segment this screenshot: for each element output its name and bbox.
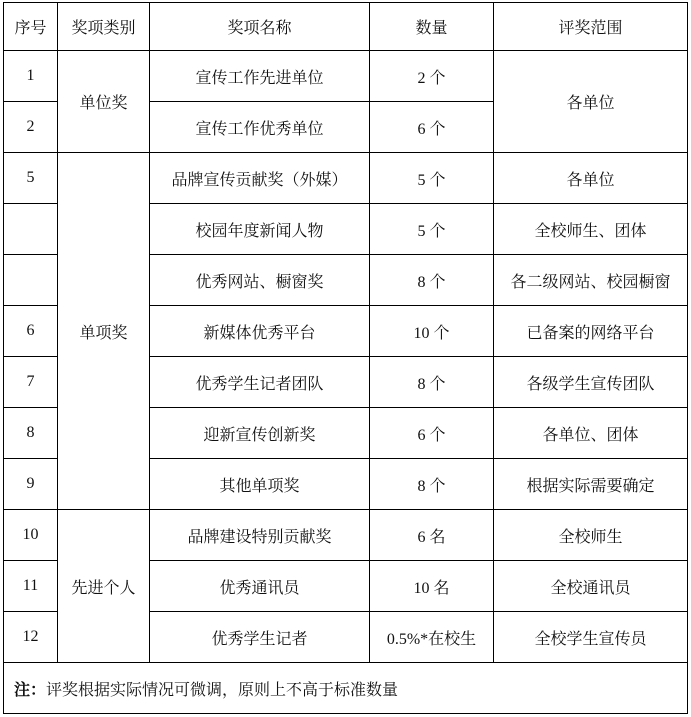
award-name: 校园年度新闻人物 xyxy=(150,204,370,255)
award-name: 迎新宣传创新奖 xyxy=(150,408,370,459)
award-name: 优秀网站、橱窗奖 xyxy=(150,255,370,306)
award-quantity: 5 个 xyxy=(370,153,494,204)
award-quantity: 6 个 xyxy=(370,408,494,459)
header-category: 奖项类别 xyxy=(58,3,150,51)
award-quantity: 10 名 xyxy=(370,561,494,612)
award-scope: 各级学生宣传团队 xyxy=(494,357,688,408)
award-quantity: 6 名 xyxy=(370,510,494,561)
award-quantity: 10 个 xyxy=(370,306,494,357)
award-scope: 已备案的网络平台 xyxy=(494,306,688,357)
award-scope: 全校师生 xyxy=(494,510,688,561)
note-cell xyxy=(4,663,688,714)
award-quantity: 2 个 xyxy=(370,51,494,102)
award-name: 其他单项奖 xyxy=(150,459,370,510)
row-index: 5 xyxy=(4,153,58,204)
row-index: 6 xyxy=(4,306,58,357)
award-scope: 各单位 xyxy=(494,153,688,204)
note-text: 评奖根据实际情况可微调，原则上不高于标准数量 xyxy=(46,679,399,699)
award-scope: 根据实际需要确定 xyxy=(494,459,688,510)
award-name: 宣传工作优秀单位 xyxy=(150,102,370,153)
table-row xyxy=(4,153,688,204)
row-index: 7 xyxy=(4,357,58,408)
header-scope: 评奖范围 xyxy=(494,3,688,51)
row-index: 10 xyxy=(4,510,58,561)
row-index: 9 xyxy=(4,459,58,510)
table-header-row xyxy=(4,3,688,51)
category-cell-unit: 单位奖 xyxy=(58,51,150,153)
award-scope: 各单位、团体 xyxy=(494,408,688,459)
header-index: 序号 xyxy=(4,3,58,51)
category-cell-individual: 先进个人 xyxy=(58,510,150,663)
table-row xyxy=(4,51,688,102)
award-scope: 全校学生宣传员 xyxy=(494,612,688,663)
award-scope: 全校师生、团体 xyxy=(494,204,688,255)
award-name: 品牌建设特别贡献奖 xyxy=(150,510,370,561)
row-index: 1 xyxy=(4,51,58,102)
award-quantity: 8 个 xyxy=(370,255,494,306)
row-index: 12 xyxy=(4,612,58,663)
category-cell-single: 单项奖 xyxy=(58,153,150,510)
header-name: 奖项名称 xyxy=(150,3,370,51)
note-prefix: 注： xyxy=(14,679,47,699)
award-quantity: 8 个 xyxy=(370,459,494,510)
row-index: 2 xyxy=(4,102,58,153)
table-row xyxy=(4,510,688,561)
award-name: 新媒体优秀平台 xyxy=(150,306,370,357)
award-name: 优秀通讯员 xyxy=(150,561,370,612)
award-quantity: 6 个 xyxy=(370,102,494,153)
note-row xyxy=(4,663,688,714)
awards-table xyxy=(3,2,688,714)
award-scope: 各单位 xyxy=(494,51,688,153)
row-index: 8 xyxy=(4,408,58,459)
award-quantity: 5 个 xyxy=(370,204,494,255)
award-name: 宣传工作先进单位 xyxy=(150,51,370,102)
row-index: 11 xyxy=(4,561,58,612)
award-name: 优秀学生记者 xyxy=(150,612,370,663)
award-quantity: 8 个 xyxy=(370,357,494,408)
header-quantity: 数量 xyxy=(370,3,494,51)
award-scope: 全校通讯员 xyxy=(494,561,688,612)
award-name: 优秀学生记者团队 xyxy=(150,357,370,408)
award-scope: 各二级网站、校园橱窗 xyxy=(494,255,688,306)
row-index xyxy=(4,204,58,255)
award-quantity: 0.5%*在校生 xyxy=(370,612,494,663)
award-name: 品牌宣传贡献奖（外媒） xyxy=(150,153,370,204)
row-index xyxy=(4,255,58,306)
